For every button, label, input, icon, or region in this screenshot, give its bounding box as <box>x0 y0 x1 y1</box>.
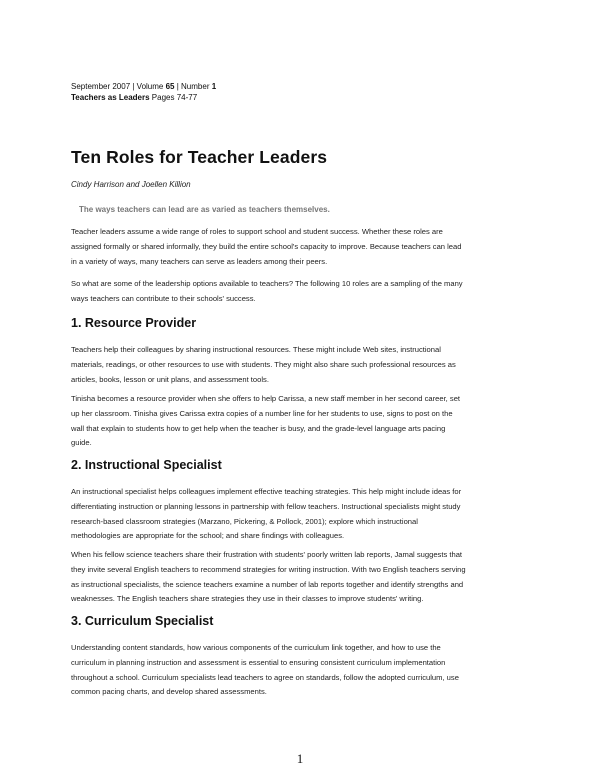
text-line: as instructional specialists, the science teachers examine a number of lab reports together and identify strengths and <box>71 579 464 589</box>
section-3-paragraph-1 <box>71 641 531 700</box>
text-line: Understanding content standards, how various components of the curriculum link together, and how to use the <box>71 643 441 652</box>
text-line: research-based classroom strategies (Marzano, Pickering, & Pollock, 2001); explore which instructional <box>71 516 418 526</box>
issue-volume: 65 <box>165 82 175 91</box>
article-title: Ten Roles for Teacher Leaders <box>71 147 328 167</box>
text-line: up her classroom. Tinisha gives Carissa extra copies of a number line for her students to use, signs to post on the <box>71 408 453 418</box>
section-heading-2: 2. Instructional Specialist <box>71 458 222 472</box>
text-line: So what are some of the leadership options available to teachers? The following 10 roles are a sampling of the many <box>71 279 463 288</box>
text-line: Tinisha becomes a resource provider when she offers to help Carissa, a new staff member in her second career, set <box>71 394 461 403</box>
text-line: weaknesses. The English teachers share strategies they use in their classes to improve students' writing. <box>71 594 424 604</box>
page-number: 1 <box>296 751 304 766</box>
issue-pages: Pages 74-77 <box>149 93 198 102</box>
section-2-paragraph-1 <box>71 485 531 544</box>
text-line: assigned formally or shared informally, they build the entire school's capacity to improve. Because teachers can lead <box>71 241 462 251</box>
article-authors: Cindy Harrison and Joellen Killion <box>71 180 191 189</box>
text-line: they invite several English teachers to recommend strategies for writing instruction. With two English teachers serving <box>71 564 466 574</box>
intro-paragraph-1 <box>71 225 531 269</box>
text-line: methodologies are appropriate for the school; and share findings with colleagues. <box>71 531 345 541</box>
issue-number-sep: | Number <box>174 82 212 91</box>
issue-date-line <box>71 81 216 92</box>
issue-info <box>71 81 216 103</box>
section-2-paragraph-2 <box>71 548 531 607</box>
issue-number: 1 <box>211 82 217 91</box>
text-line: differentiating instruction or planning lessons in partnership with fellow teachers. Instructional specialists might study <box>71 501 461 511</box>
text-line: curriculum in planning instruction and assessment is essential to ensuring consistent curriculum implementation <box>71 657 446 667</box>
section-1-paragraph-1 <box>71 343 531 387</box>
section-heading-3: 3. Curriculum Specialist <box>71 614 214 628</box>
text-line: common pacing charts, and develop shared assessments. <box>71 687 267 697</box>
section-heading-1: 1. Resource Provider <box>71 316 197 330</box>
text-line: materials, readings, or other resources to use with students. They might also share such professional resources as <box>71 359 456 369</box>
text-line: ways teachers can contribute to their schools' success. <box>71 293 256 303</box>
text-line: throughout a school. Curriculum specialists lead teachers to agree on standards, follow the adopted curriculum, use <box>71 672 459 682</box>
text-line: Teacher leaders assume a wide range of roles to support school and student success. Whether these roles are <box>71 227 443 236</box>
text-line: When his fellow science teachers share their frustration with students' poorly written lab reports, Jamal suggests that <box>71 550 463 559</box>
issue-date: September 2007 | Volume <box>71 82 166 91</box>
text-line: An instructional specialist helps colleagues implement effective teaching strategies. This help might include ideas for <box>71 487 462 496</box>
text-line: Teachers help their colleagues by sharing instructional resources. These might include Web sites, instructional <box>71 345 441 354</box>
issue-title: Teachers as Leaders <box>71 93 150 102</box>
text-line: guide. <box>71 438 92 448</box>
text-line: articles, books, lesson or unit plans, and assessment tools. <box>71 374 269 384</box>
article-deck: The ways teachers can lead are as varied as teachers themselves. <box>79 205 330 214</box>
text-line: in a variety of ways, many teachers can serve as leaders among their peers. <box>71 256 328 266</box>
intro-paragraph-2 <box>71 277 531 307</box>
issue-title-line <box>71 92 216 103</box>
text-line: wall that explain to students how to get help when the teacher is busy, and the grade-level language arts pacing <box>71 423 446 433</box>
section-1-paragraph-2 <box>71 392 531 451</box>
